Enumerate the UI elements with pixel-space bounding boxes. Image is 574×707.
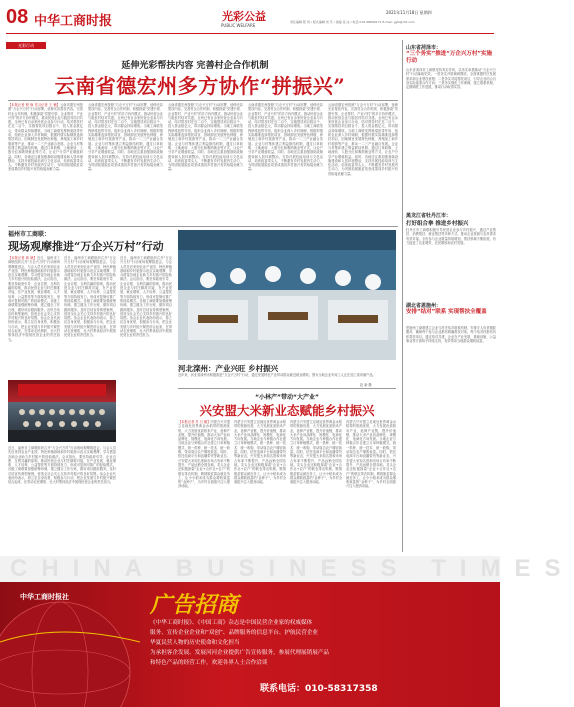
center-kicker: “小林产”带动“大产业” bbox=[255, 394, 319, 401]
right-article-2-headline: 打好组合拳 推进乡村振兴 bbox=[406, 221, 469, 227]
left-article-headline: 现场观摩推进“万企兴万村”行动 bbox=[8, 240, 164, 253]
right-article-3-body: 恩施州工商联建立企业与村庄结对联系机制，安排专人负责跟踪服务，确保每个参与企业都有明确帮扶对象，每个结对村都有具体帮扶项目。通过结对共建，企业在产业发展、基础设施、公益事业等方面给予持续支持，有效带动当地群众增收致富。 bbox=[406, 326, 496, 343]
masthead-rule bbox=[6, 33, 494, 34]
lead-body-col4: 云南省德宏州按照“万企兴万村”行动部署，延伸光彩帮扶内容，完善村企合作机制，积极探索“党建引领、企业帮村、产业兴村”的多方协作模式，推动民营企业与脱贫村结对共建。全州已有百余家民营企业参与行动，结对帮扶村庄近二百个，实施帮扶项目数百个，投入资金数亿元，带动群众持续增收。当地工商联发挥桥梁纽带作用，组织企业深入乡村调研，根据村情实际精准选择帮扶项目，因地制宜发展特色种植、养殖加工和乡村旅游等产业，推动一二三产业融合发展。企业与村集体建立利益联结机制，通过订单收购、土地流转、入股分红和吸纳就业等方式，让农户分享产业增值收益。同时，各地还注重加强基础设施建设和人居环境整治，支持开展技能培训与文化活动，培育致富带头人，不断激发乡村发展内生动力，为巩固拓展脱贫攻坚成果同乡村振兴有效衔接贡献力量。 bbox=[248, 103, 323, 172]
left-article-col2: 近日，福州市工商联组织召开“万企兴万村”行动现场观摩推进会，与会人员先后来到农业产业园、特色种植基地和乡村旅游示范点实地观摩，学习借鉴各地企业助力乡村振兴的经验做法。会议指出，要坚持政府引导、企业自愿、互利共赢的原则，推动民营企业与村庄精准对接，在产业发展、就业增收、人才培养、公益帮扶等方面持续发力，形成可复制可推广的经验模式。各级工商联要加强统筹协调，建立健全工作台账，做好项目跟踪服务，及时总结宣传典型案例，营造全社会关心支持乡村振兴的良好氛围。参会企业代表纷纷表示，将立足自身优势，积极参与行动，把企业发展与乡村振兴紧密结合起来，在带动农民增收、壮大村集体经济中展现民营企业的责任担当。 bbox=[64, 256, 116, 338]
center-divider bbox=[178, 388, 396, 389]
center-col3: 内蒙古兴安盟立足地处世界黄金水稻带的资源优势，大力发展优质稻米产业，延伸产业链，提升价值链，推动大米产业向品牌化、规模化、电商化方向发展。当地企业与种植合作社建立订单种植模式，统一供种、统一技术、统一收购，带动周边农户增收致富。同时，依托电商平台和直播带货等新业态，兴安盟大米知名度和市场占有率不断提升，产品远销全国各地。龙头企业还积极探索“企业+合作社+农户”的联农带农机制，吸纳脱贫群众就近务工，让小小稻米成为群众增收致富的“金种子”，为乡村全面振兴注入强劲动能。 bbox=[290, 420, 342, 485]
right-article-3-region: 湖北省恩施州： bbox=[406, 303, 442, 309]
paper-name: 中华工商时报 bbox=[34, 13, 113, 28]
divider bbox=[8, 226, 398, 227]
meeting-photo bbox=[8, 380, 116, 442]
lead-body-col3: 云南省德宏州按照“万企兴万村”行动部署，延伸光彩帮扶内容，完善村企合作机制，积极探索“党建引领、企业帮村、产业兴村”的多方协作模式，推动民营企业与脱贫村结对共建。全州已有百余家民营企业参与行动，结对帮扶村庄近二百个，实施帮扶项目数百个，投入资金数亿元，带动群众持续增收。当地工商联发挥桥梁纽带作用，组织企业深入乡村调研，根据村情实际精准选择帮扶项目，因地制宜发展特色种植、养殖加工和乡村旅游等产业，推动一二三产业融合发展。企业与村集体建立利益联结机制，通过订单收购、土地流转、入股分红和吸纳就业等方式，让农户分享产业增值收益。同时，各地还注重加强基础设施建设和人居环境整治，支持开展技能培训与文化活动，培育致富带头人，不断激发乡村发展内生动力，为巩固拓展脱贫攻坚成果同乡村振兴有效衔接贡献力量。 bbox=[168, 103, 243, 172]
ad-line-2: 服务、宣传企业企业和“双创”、品牌服务的信息平台、护航民营企业 bbox=[150, 630, 319, 636]
ad-line-1: 《中华工商时报》、《中国工商》杂志是中国民营企业家的权威媒体 bbox=[150, 620, 313, 626]
ad-banner-title: 广告招商 bbox=[150, 592, 239, 618]
right-article-2-region: 黑龙江省牡丹江市： bbox=[406, 213, 452, 219]
left-article-col1: 【本报记者 林 晓】近日，福州市工商联组织召开“万企兴万村”行动现场观摩推进会，与会人员先后来到农业产业园、特色种植基地和乡村旅游示范点实地观摩，学习借鉴各地企业助力乡村振兴的经验做法。会议指出，要坚持政府引导、企业自愿、互利共赢的原则，推动民营企业与村庄精准对接，在产业发展、就业增收、人才培养、公益帮扶等方面持续发力，形成可复制可推广的经验模式。各级工商联要加强统筹协调，建立健全工作台账，做好项目跟踪服务，及时总结宣传典型案例，营造全社会关心支持乡村振兴的良好氛围。参会企业代表纷纷表示，将立足自身优势，积极参与行动，把企业发展与乡村振兴紧密结合起来，在带动农民增收、壮大村集体经济中展现民营企业的责任担当。 bbox=[8, 256, 60, 342]
factory-photo bbox=[178, 230, 396, 360]
left-article-col-bottom: 近日，福州市工商联组织召开“万企兴万村”行动现场观摩推进会，与会人员先后来到农业产业园、特色种植基地和乡村旅游示范点实地观摩，学习借鉴各地企业助力乡村振兴的经验做法。会议指出，要坚持政府引导、企业自愿、互利共赢的原则，推动民营企业与村庄精准对接，在产业发展、就业增收、人才培养、公益帮扶等方面持续发力，形成可复制可推广的经验模式。各级工商联要加强统筹协调，建立健全工作台账，做好项目跟踪服务，及时总结宣传典型案例，营造全社会关心支持乡村振兴的良好氛围。参会企业代表纷纷表示，将立足自身优势，积极参与行动，把企业发展与乡村振兴紧密结合起来，在带动农民增收、壮大村集体经济中展现民营企业的责任担当。 bbox=[8, 446, 116, 485]
ad-paper-name: 中华工商时报社 bbox=[20, 592, 69, 601]
lead-body-col2: 云南省德宏州按照“万企兴万村”行动部署，延伸光彩帮扶内容，完善村企合作机制，积极探索“党建引领、企业帮村、产业兴村”的多方协作模式，推动民营企业与脱贫村结对共建。全州已有百余家民营企业参与行动，结对帮扶村庄近二百个，实施帮扶项目数百个，投入资金数亿元，带动群众持续增收。当地工商联发挥桥梁纽带作用，组织企业深入乡村调研，根据村情实际精准选择帮扶项目，因地制宜发展特色种植、养殖加工和乡村旅游等产业，推动一二三产业融合发展。企业与村集体建立利益联结机制，通过订单收购、土地流转、入股分红和吸纳就业等方式，让农户分享产业增值收益。同时，各地还注重加强基础设施建设和人居环境整治，支持开展技能培训与文化活动，培育致富带头人，不断激发乡村发展内生动力，为巩固拓展脱贫攻坚成果同乡村振兴有效衔接贡献力量。 bbox=[88, 103, 163, 172]
right-article-1-body: 山东省菏泽市工商联坚持务实作风，以务实举措推动“万企兴万村”行动落地见效。一是务实开展调研摸底，全面掌握村庄发展需求和企业帮扶意愿；二是务实对接帮扶项目，引导企业结合自身实际选准合作方向；三是务实强化工作保障，建立联系机制，定期调度工作进展，推动行动取得实效。 bbox=[406, 68, 496, 90]
ad-copy bbox=[150, 618, 490, 668]
lead-body-col1: 【本报记者 程 焕 见习记者 王 楠】云南省德宏州按照“万企兴万村”行动部署，延伸光彩帮扶内容，完善村企合作机制，积极探索“党建引领、企业帮村、产业兴村”的多方协作模式，推动民营企业与脱贫村结对共建。全州已有百余家民营企业参与行动，结对帮扶村庄近二百个，实施帮扶项目数百个，投入资金数亿元，带动群众持续增收。当地工商联发挥桥梁纽带作用，组织企业深入乡村调研，根据村情实际精准选择帮扶项目，因地制宜发展特色种植、养殖加工和乡村旅游等产业，推动一二三产业融合发展。企业与村集体建立利益联结机制，通过订单收购、土地流转、入股分红和吸纳就业等方式，让农户分享产业增值收益。同时，各地还注重加强基础设施建设和人居环境整治，支持开展技能培训与文化活动，培育致富带头人，不断激发乡村发展内生动力，为巩固拓展脱贫攻坚成果同乡村振兴有效衔接贡献力量。 bbox=[8, 103, 83, 172]
lead-rule bbox=[8, 100, 398, 101]
photo-credit: 赵 新 摄 bbox=[360, 383, 372, 387]
right-column-rule bbox=[402, 40, 403, 552]
lead-headline: 云南省德宏州多方协作“拼振兴” bbox=[54, 74, 346, 98]
ad-line-4: 为承担客企发展、发展河河企业提供广告宣传服务，参展代理展销展产品 bbox=[150, 650, 330, 656]
center-headline: 兴安盟大米新业态赋能乡村振兴 bbox=[199, 403, 375, 418]
ad-contact: 联系电话：010-58317358 bbox=[260, 684, 378, 694]
lead-kicker: 延伸光彩帮扶内容 完善村企合作机制 bbox=[121, 61, 269, 71]
meeting-photo-illustration bbox=[8, 380, 116, 442]
ad-line-3: 华夏民营人物的历史使命和文化担当 bbox=[150, 640, 240, 646]
right-article-3-headline: 安排“结对”联系 实现帮扶全覆盖 bbox=[406, 309, 487, 315]
right-article-1-headline: “三个务实”推进“万企兴万村”实施行动 bbox=[406, 51, 492, 64]
ad-line-5: 和特色产品的经营工作，欢迎各界人士合作洽谈 bbox=[150, 660, 268, 666]
left-article-region: 福州市工商联： bbox=[8, 231, 51, 238]
page-number: 08 bbox=[6, 6, 29, 28]
right-article-2-body: 牡丹江市工商联积极引导民营企业参与乡村振兴，通过产业帮扶、消费帮扶、就业帮扶等多种方式，推动企业资源与农村需求有效对接。全市参与企业数量持续增加，帮扶领域不断拓展，有力促进了农业增效、农民增收和农村发展。 bbox=[406, 228, 496, 245]
photo-caption-title: 河北滦州：产业兴旺 乡村振兴 bbox=[178, 364, 279, 373]
date-line: 2021年11月18日 星期四 bbox=[386, 10, 432, 15]
section-title: 光彩公益 bbox=[222, 10, 266, 23]
ad-banner bbox=[0, 582, 500, 707]
photo-caption-text: 近年来，河北省滦州市积极推进“万企兴万村”行动，通过发展特色产业带动群众就近就业增收。图为当地企业车间工人正在加工食用菌产品。 bbox=[178, 373, 376, 377]
left-article-col3: 近日，福州市工商联组织召开“万企兴万村”行动现场观摩推进会，与会人员先后来到农业产业园、特色种植基地和乡村旅游示范点实地观摩，学习借鉴各地企业助力乡村振兴的经验做法。会议指出，要坚持政府引导、企业自愿、互利共赢的原则，推动民营企业与村庄精准对接，在产业发展、就业增收、人才培养、公益帮扶等方面持续发力，形成可复制可推广的经验模式。各级工商联要加强统筹协调，建立健全工作台账，做好项目跟踪服务，及时总结宣传典型案例，营造全社会关心支持乡村振兴的良好氛围。参会企业代表纷纷表示，将立足自身优势，积极参与行动，把企业发展与乡村振兴紧密结合起来，在带动农民增收、壮大村集体经济中展现民营企业的责任担当。 bbox=[120, 256, 172, 338]
column-label: 光彩行动 bbox=[6, 42, 46, 49]
editors-line: 责任编辑 陈 玥 / 版式编辑 刘 芳 / 美编 张 冰 / 电话 010-58699171 E-mail: gyb@cbt.com bbox=[290, 20, 415, 24]
center-col2: 内蒙古兴安盟立足地处世界黄金水稻带的资源优势，大力发展优质稻米产业，延伸产业链，提升价值链，推动大米产业向品牌化、规模化、电商化方向发展。当地企业与种植合作社建立订单种植模式，统一供种、统一技术、统一收购，带动周边农户增收致富。同时，依托电商平台和直播带货等新业态，兴安盟大米知名度和市场占有率不断提升，产品远销全国各地。龙头企业还积极探索“企业+合作社+农户”的联农带农机制，吸纳脱贫群众就近务工，让小小稻米成为群众增收致富的“金种子”，为乡村全面振兴注入强劲动能。 bbox=[234, 420, 286, 485]
watermark-strip bbox=[0, 555, 574, 582]
right-article-1-region: 山东省菏泽市： bbox=[406, 45, 442, 51]
section-title-en: PUBLIC WELFARE bbox=[221, 23, 256, 28]
watermark-text: CHINA BUSINESS TIMES bbox=[10, 555, 574, 582]
center-col4: 内蒙古兴安盟立足地处世界黄金水稻带的资源优势，大力发展优质稻米产业，延伸产业链，提升价值链，推动大米产业向品牌化、规模化、电商化方向发展。当地企业与种植合作社建立订单种植模式，统一供种、统一技术、统一收购，带动周边农户增收致富。同时，依托电商平台和直播带货等新业态，兴安盟大米知名度和市场占有率不断提升，产品远销全国各地。龙头企业还积极探索“企业+合作社+农户”的联农带农机制，吸纳脱贫群众就近务工，让小小稻米成为群众增收致富的“金种子”，为乡村全面振兴注入强劲动能。 bbox=[346, 420, 396, 489]
center-col1: 【本报记者 苏 日 娜】内蒙古兴安盟立足地处世界黄金水稻带的资源优势，大力发展优质稻米产业，延伸产业链，提升价值链，推动大米产业向品牌化、规模化、电商化方向发展。当地企业与种植合作社建立订单种植模式，统一供种、统一技术、统一收购，带动周边农户增收致富。同时，依托电商平台和直播带货等新业态，兴安盟大米知名度和市场占有率不断提升，产品远销全国各地。龙头企业还积极探索“企业+合作社+农户”的联农带农机制，吸纳脱贫群众就近务工，让小小稻米成为群众增收致富的“金种子”，为乡村全面振兴注入强劲动能。 bbox=[178, 420, 231, 489]
lead-body-col5: 云南省德宏州按照“万企兴万村”行动部署，延伸光彩帮扶内容，完善村企合作机制，积极探索“党建引领、企业帮村、产业兴村”的多方协作模式，推动民营企业与脱贫村结对共建。全州已有百余家民营企业参与行动，结对帮扶村庄近二百个，实施帮扶项目数百个，投入资金数亿元，带动群众持续增收。当地工商联发挥桥梁纽带作用，组织企业深入乡村调研，根据村情实际精准选择帮扶项目，因地制宜发展特色种植、养殖加工和乡村旅游等产业，推动一二三产业融合发展。企业与村集体建立利益联结机制，通过订单收购、土地流转、入股分红和吸纳就业等方式，让农户分享产业增值收益。同时，各地还注重加强基础设施建设和人居环境整治，支持开展技能培训与文化活动，培育致富带头人，不断激发乡村发展内生动力，为巩固拓展脱贫攻坚成果同乡村振兴有效衔接贡献力量。 bbox=[328, 103, 398, 176]
factory-photo-illustration bbox=[178, 230, 396, 360]
masthead bbox=[0, 0, 500, 40]
